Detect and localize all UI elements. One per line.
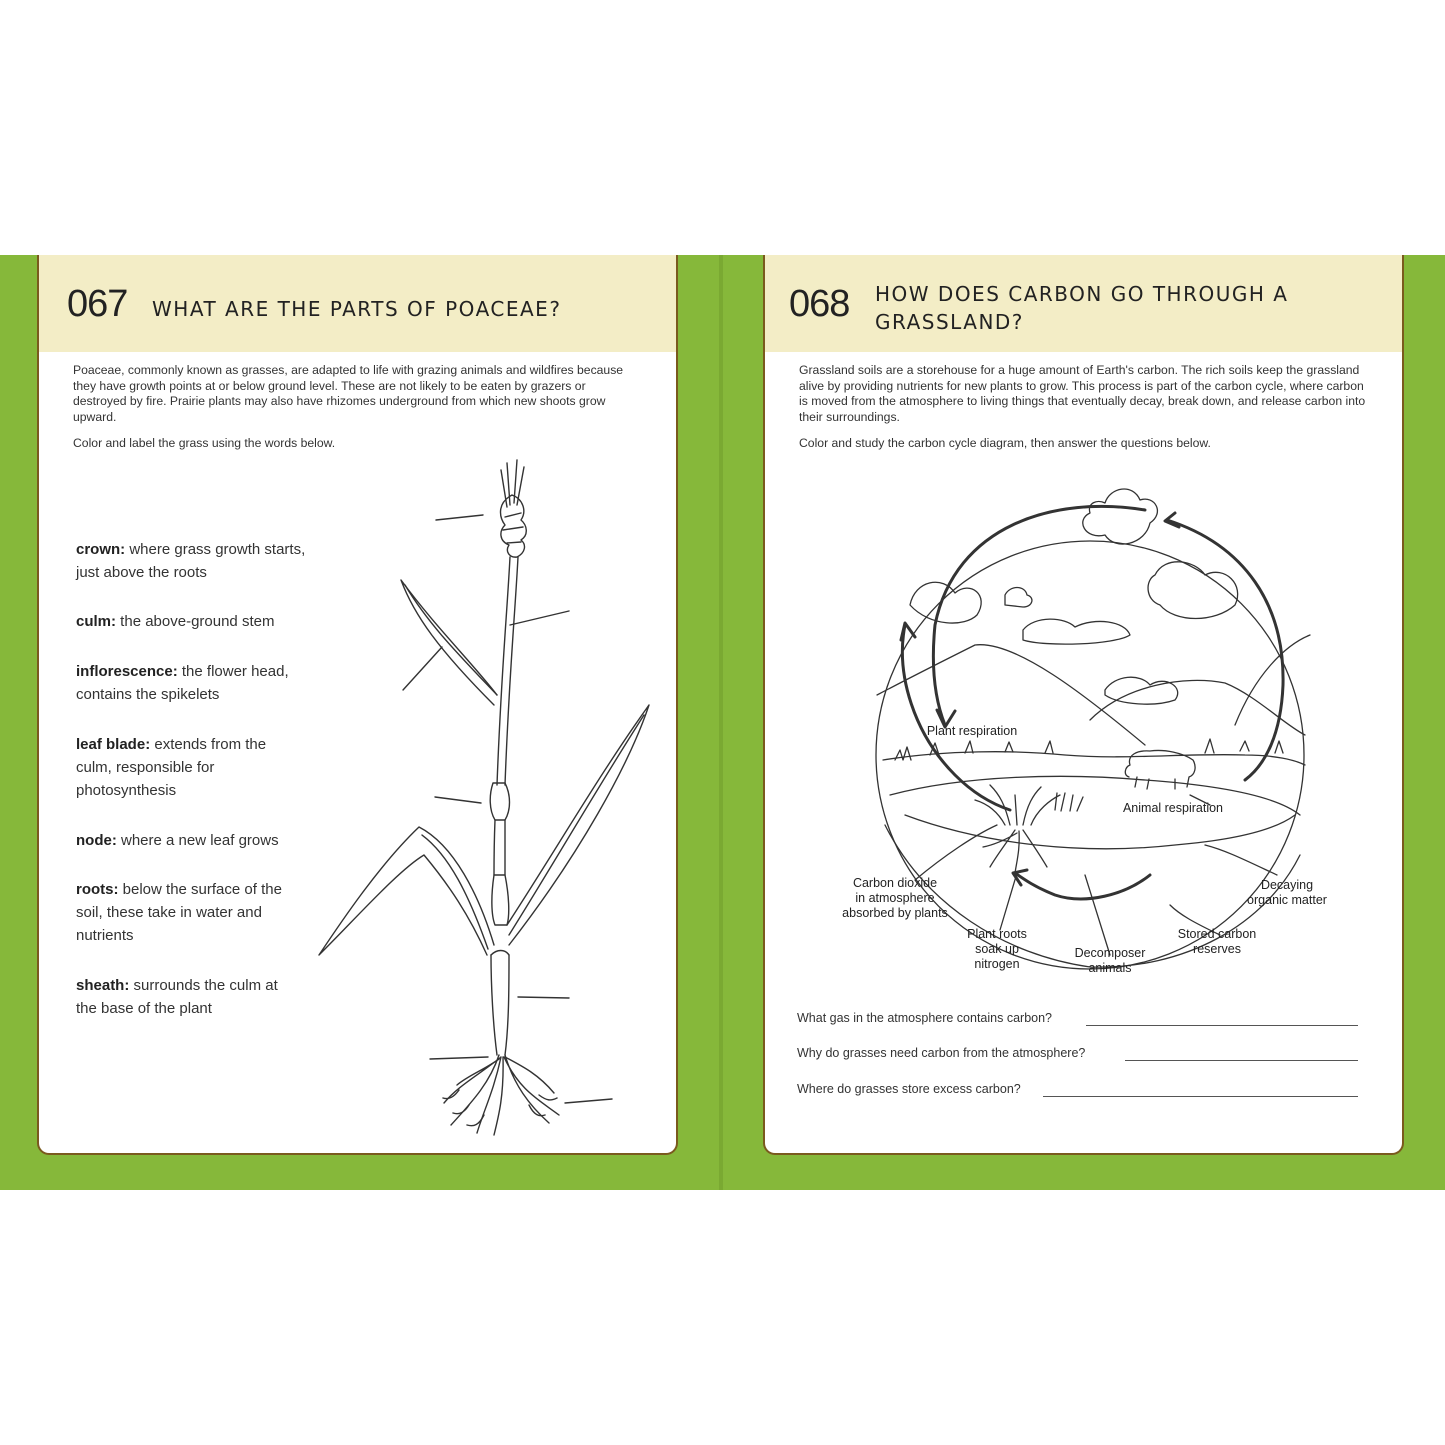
label-stored-line1: Stored carbon: [1177, 927, 1257, 941]
label-animal-respiration: Animal respiration: [1122, 801, 1224, 815]
term-definition: surrounds the culm at the base of the plant: [76, 977, 278, 1017]
term-definition: where a new leaf grows: [116, 832, 279, 849]
label-stored-line2: reserves: [1193, 942, 1241, 956]
term-definition: extends from the culm, responsible for photosynthesis: [76, 736, 267, 799]
answer-line-2[interactable]: [1125, 1060, 1358, 1061]
intro-paragraph: Grassland soils are a storehouse for a huge amount of Earth's carbon. The rich soils keep the grassland alive by providing nutrients for new plants to grow. This process is part of the carbon cycle, where carbon is moved from the atmosphere to living things that eventually decay, break down, and release carbon into their surroundings.: [799, 363, 1366, 424]
term-label: sheath:: [76, 977, 130, 994]
term-label: inflorescence:: [76, 663, 178, 680]
label-decomposer-line2: animals: [1088, 961, 1132, 975]
instruction-text: Color and study the carbon cycle diagram, then answer the questions below.: [799, 436, 1211, 450]
question-1: What gas in the atmosphere contains carbon?: [797, 1011, 1053, 1025]
answer-line-1[interactable]: [1086, 1025, 1358, 1026]
term-definition: the above-ground stem: [116, 613, 275, 630]
label-decaying-line2: organic matter: [1247, 893, 1327, 907]
left-page: [37, 255, 678, 1155]
answer-line-3[interactable]: [1043, 1096, 1358, 1097]
term-label: culm:: [76, 613, 117, 630]
term-definition: the flower head, contains the spikelets: [76, 663, 289, 703]
right-page: [763, 255, 1404, 1155]
activity-number: 067: [67, 283, 128, 325]
grass-plant-illustration: [39, 255, 678, 1155]
label-roots-line2: soak up: [975, 942, 1019, 956]
label-plant-respiration: Plant respiration: [926, 724, 1018, 738]
intro-paragraph: Poaceae, commonly known as grasses, are adapted to life with grazing animals and wildfires because they have growth points at or below ground level. These are not likely to be eaten by grazers or destroyed by fire. Prairie plants may also have rhizomes underground from which new shoots grow upward.: [73, 363, 624, 424]
label-co2-line2: in atmosphere: [855, 891, 935, 905]
label-co2-line1: Carbon dioxide: [852, 876, 938, 890]
label-roots-line1: Plant roots: [967, 927, 1027, 941]
label-roots-line3: nitrogen: [974, 957, 1020, 971]
activity-number: 068: [789, 283, 850, 325]
label-decomposer-line1: Decomposer: [1074, 946, 1146, 960]
instruction-text: Color and label the grass using the words below.: [73, 436, 336, 450]
term-definition: where grass growth starts, just above the roots: [76, 541, 306, 581]
term-definition: below the surface of the soil, these take in water and nutrients: [76, 881, 282, 944]
activity-title: HOW DOES CARBON GO THROUGH A GRASSLAND?: [875, 282, 1289, 334]
question-2: Why do grasses need carbon from the atmosphere?: [797, 1046, 1086, 1060]
book-gutter: [719, 255, 723, 1190]
term-label: roots:: [76, 881, 119, 898]
question-3: Where do grasses store excess carbon?: [797, 1082, 1021, 1096]
term-label: leaf blade:: [76, 736, 151, 753]
term-label: crown:: [76, 541, 126, 558]
book-spread: [0, 255, 1445, 1190]
activity-title: WHAT ARE THE PARTS OF POACEAE?: [152, 297, 562, 321]
label-co2-line3: absorbed by plants: [842, 906, 948, 920]
label-decaying-line1: Decaying: [1260, 878, 1314, 892]
term-label: node:: [76, 832, 117, 849]
